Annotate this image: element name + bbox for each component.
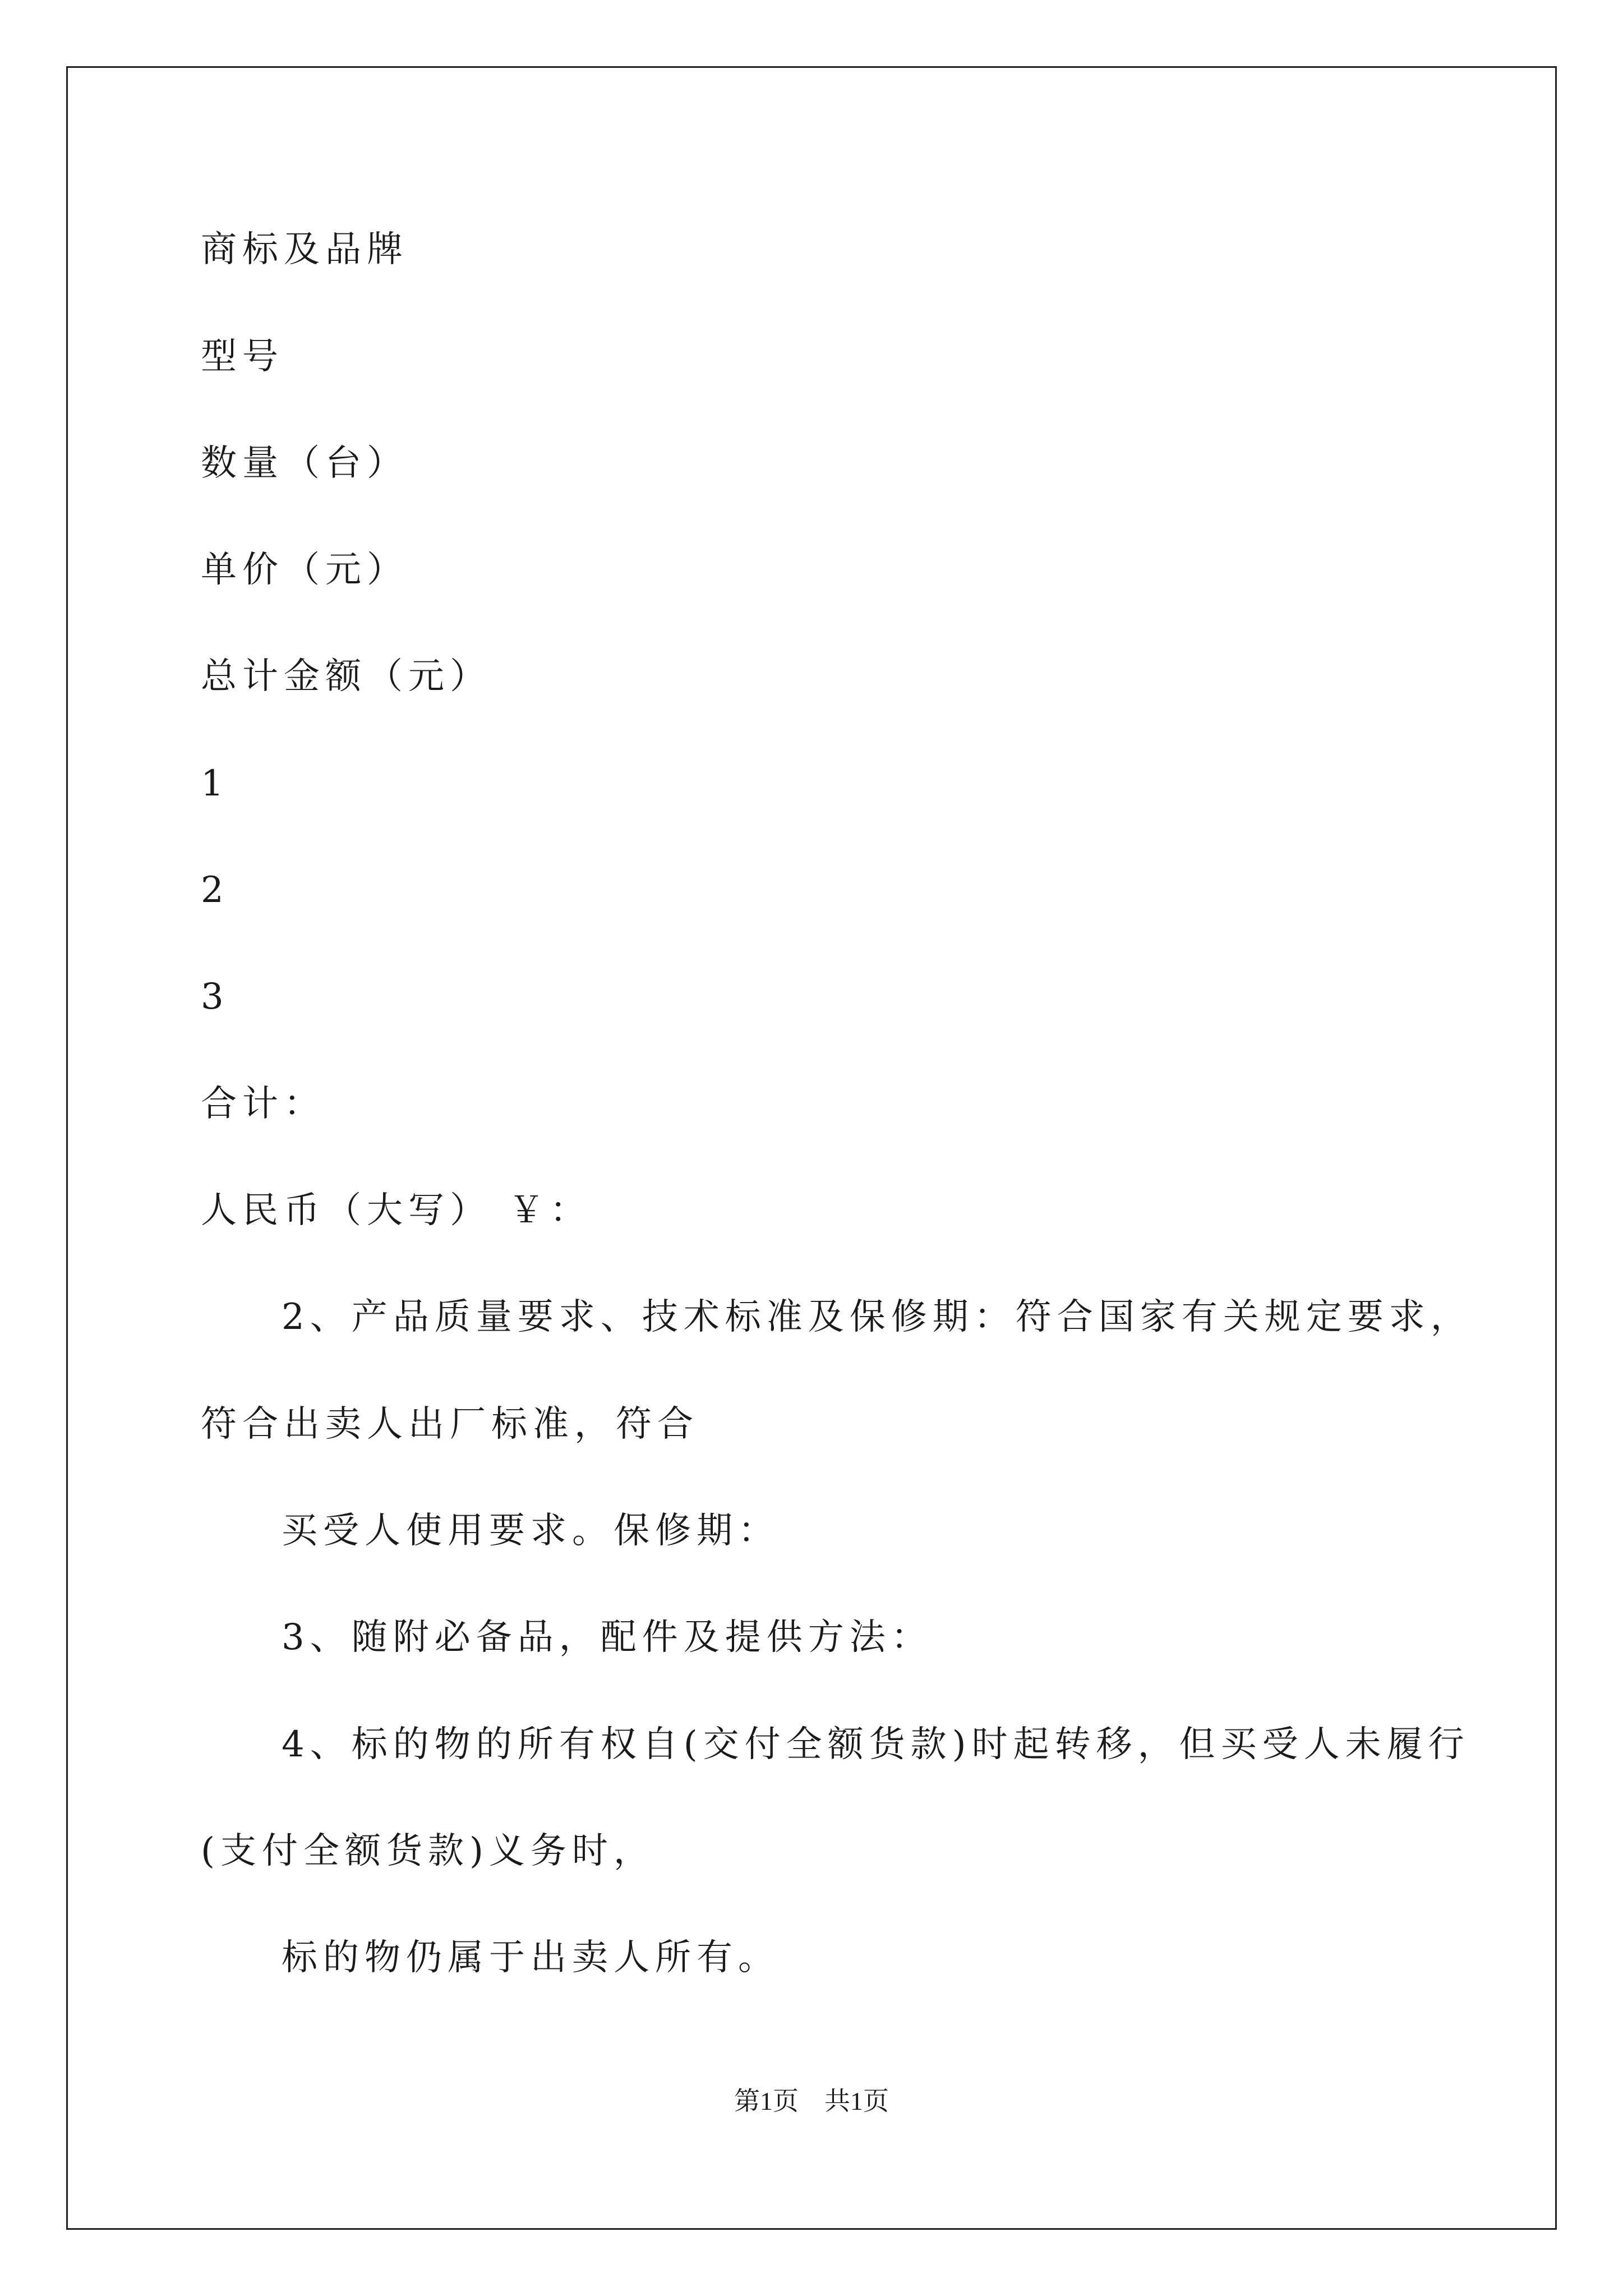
row-number-1: 1 [201,763,229,804]
field-brand-label: 商标及品牌 [201,229,408,270]
clause-4-line-2: (支付全额货款)义务时， [201,1830,655,1872]
clause-2-line-3: 买受人使用要求。保修期： [282,1510,780,1552]
field-quantity-label: 数量（台） [201,443,408,484]
row-number-2: 2 [201,869,229,911]
sum-label: 合计： [201,1083,325,1125]
page-footer [0,2085,1623,2118]
clause-2-line-2: 符合出卖人出厂标准，符合 [201,1404,699,1445]
clause-3: 3、随附必备品，配件及提供方法： [282,1617,933,1658]
page-border [66,66,1557,2230]
clause-4-line-1: 4、标的物的所有权自(交付全额货款)时起转移，但买受人未履行 [282,1724,1470,1765]
clause-4-line-3: 标的物仍属于出卖人所有。 [282,1937,780,1978]
page-total: 共1页 [824,2087,889,2115]
field-total-amount-label: 总计金额（元） [201,656,491,697]
rmb-amount-label: 人民币（大写） ￥： [201,1190,592,1231]
page-current: 第1页 [734,2087,799,2115]
field-unit-price-label: 单价（元） [201,549,408,591]
field-model-label: 型号 [201,336,284,378]
clause-2-line-1: 2、产品质量要求、技术标准及保修期：符合国家有关规定要求， [282,1296,1472,1338]
row-number-3: 3 [201,976,229,1018]
